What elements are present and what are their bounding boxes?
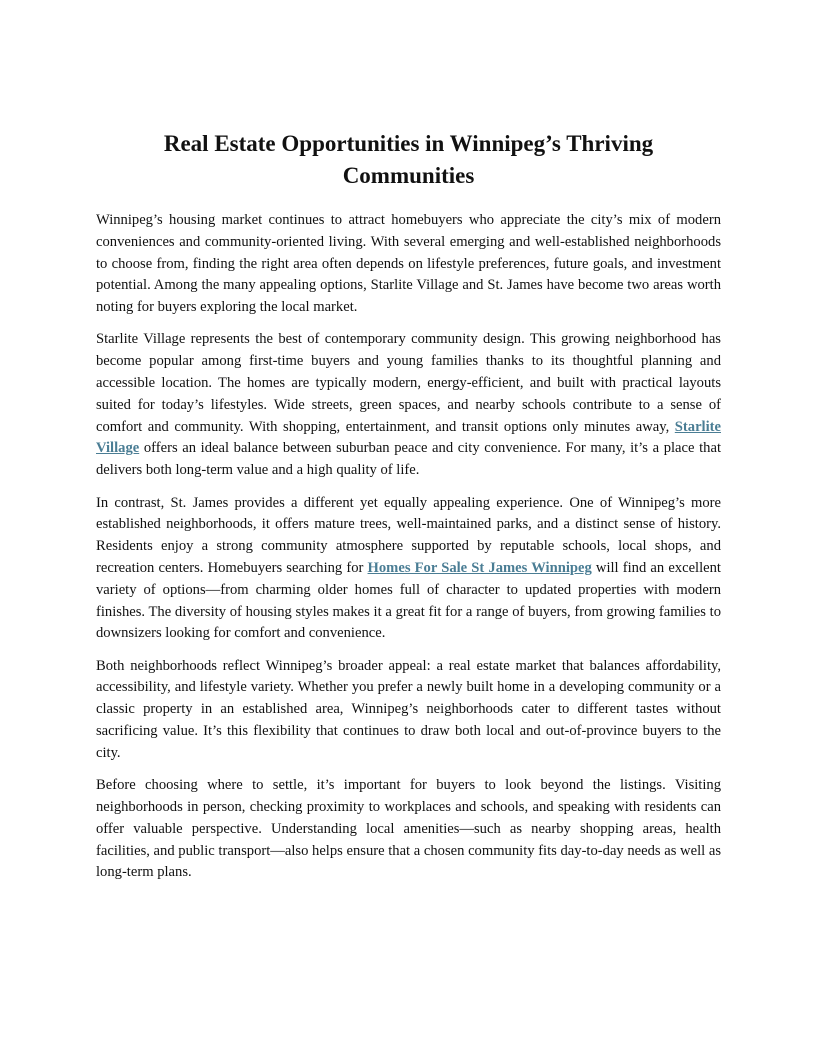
- starlite-village-link[interactable]: Starlite Village: [96, 418, 721, 457]
- paragraph-starlite-village: [96, 329, 721, 482]
- document-page: [96, 128, 721, 895]
- document-title: Real Estate Opportunities in Winnipeg’s Thriving Communities: [163, 131, 654, 188]
- paragraph-text: In contrast, St. James provides a different yet equally appealing experience. One of Winnipeg’s more established neighborhoods, it offers mature trees, well-maintained parks, and a distinct sense of history. Residents enjoy a strong community atmosphere supported by reputable schools, local shops, and recreation centers. Homebuyers searching for: [96, 494, 721, 576]
- paragraph-text: offers an ideal balance between suburban peace and city convenience. For many, it’s a place that delivers both long-term value and a high quality of life.: [96, 440, 721, 479]
- homes-for-sale-st-james-link[interactable]: Homes For Sale St James Winnipeg: [367, 559, 592, 576]
- paragraph-before-choosing: Before choosing where to settle, it’s important for buyers to look beyond the listings. Visiting neighborhoods in person, checking proximity to workplaces and schools, and speaking with residents can offer valuable perspective. Understanding local amenities—such as nearby shopping areas, health facilities, and public transport—also helps ensure that a chosen community fits day-to-day needs as well as long-term plans.: [96, 777, 721, 881]
- paragraph-text: will find an excellent variety of options—from charming older homes full of character to updated properties with modern finishes. The diversity of housing styles makes it a great fit for a range of buyers, from growing families to downsizers looking for comfort and convenience.: [96, 559, 721, 642]
- paragraph-broader-appeal: Both neighborhoods reflect Winnipeg’s broader appeal: a real estate market that balances affordability, accessibility, and lifestyle variety. Whether you prefer a newly built home in a developing community or a classic property in an established area, Winnipeg’s neighborhoods cater to different tastes without sacrificing value. It’s this flexibility that continues to draw both local and out-of-province buyers to the city.: [96, 657, 721, 761]
- paragraph-text: Starlite Village represents the best of contemporary community design. This growing neighborhood has become popular among first-time buyers and young families thanks to its thoughtful planning and accessible location. The homes are typically modern, energy-efficient, and built with practical layouts suited for today’s lifestyles. Wide streets, green spaces, and nearby schools contribute to a sense of comfort and community. With shopping, entertainment, and transit options only minutes away,: [96, 331, 721, 435]
- paragraph-st-james: [96, 493, 721, 646]
- paragraph-intro: Winnipeg’s housing market continues to attract homebuyers who appreciate the city’s mix of modern conveniences and community-oriented living. With several emerging and well-established neighborhoods to choose from, finding the right area often depends on lifestyle preferences, future goals, and investment potential. Among the many appealing options, Starlite Village and St. James have become two areas worth noting for buyers exploring the local market.: [96, 212, 721, 316]
